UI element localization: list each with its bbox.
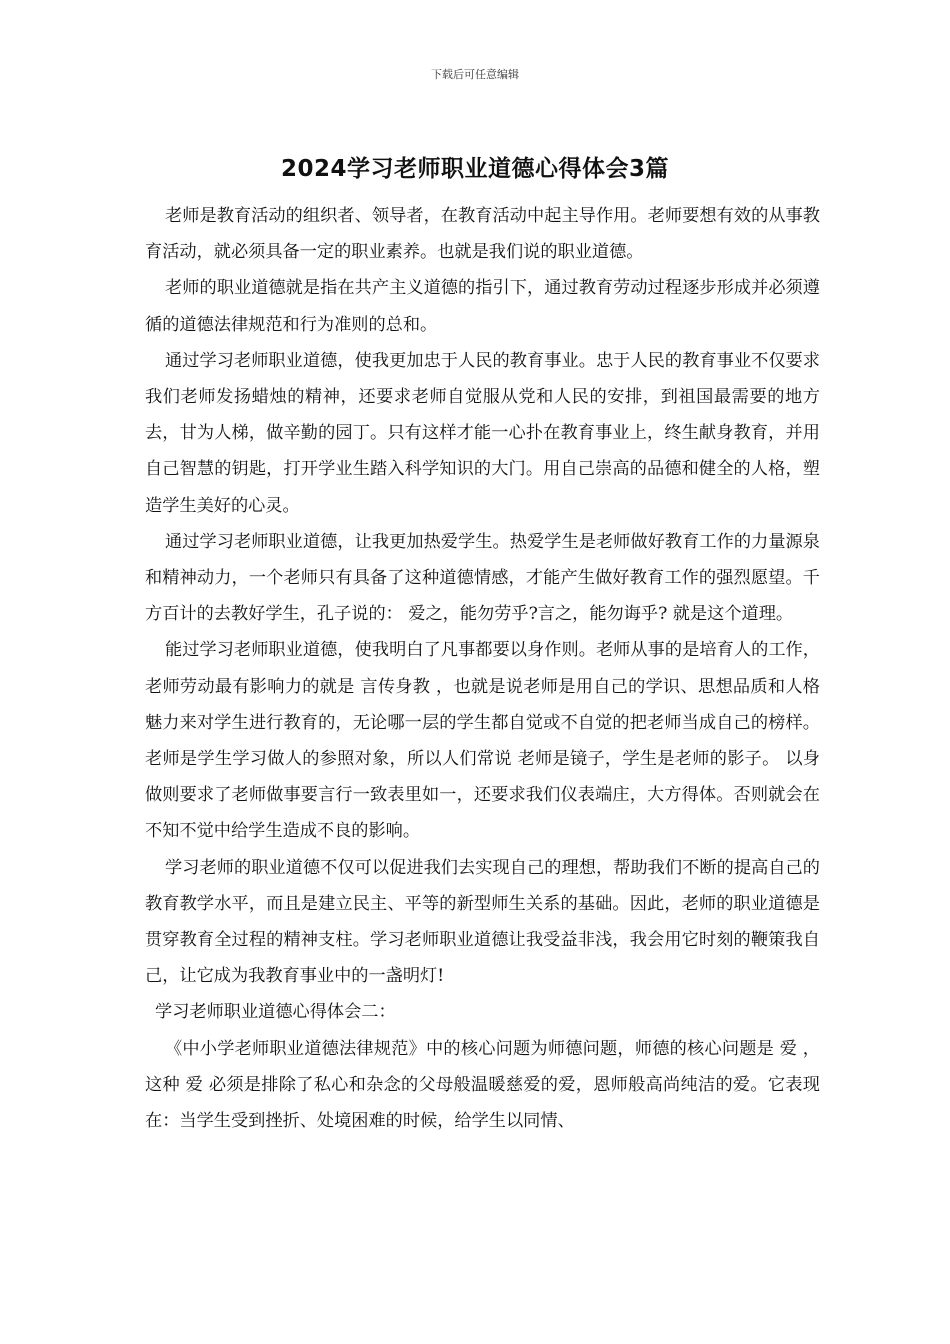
paragraph: 通过学习老师职业道德，让我更加热爱学生。热爱学生是老师做好教育工作的力量源泉和精神动力，一个老师只有具备了这种道德情感，才能产生做好教育工作的强烈愿望。千方百计的去教好学生，孔子说的： 爱之，能勿劳乎?言之，能勿诲乎? 就是这个道理。	[145, 531, 820, 625]
section-heading: 学习老师职业道德心得体会二：	[155, 1002, 396, 1023]
paragraph: 《中小学老师职业道德法律规范》中的核心问题为师德问题，师德的核心问题是 爱 ，这种 爱 必须是排除了私心和杂念的父母般温暖慈爱的爱，恩师般高尚纯洁的爱。它表现在：当学生受到挫折、处境困难的时候，给学生以同情、	[145, 1038, 820, 1132]
paragraph: 老师的职业道德就是指在共产主义道德的指引下，通过教育劳动过程逐步形成并必须遵循的道德法律规范和行为准则的总和。	[145, 278, 820, 335]
paragraph: 能过学习老师职业道德，使我明白了凡事都要以身作则。老师从事的是培育人的工作，老师劳动最有影响力的就是 言传身教 ，也就是说老师是用自己的学识、思想品质和人格魅力来对学生进行教育的，无论哪一层的学生都自觉或不自觉的把老师当成自己的榜样。老师是学生学习做人的参照对象，所以人们常说 老师是镜子，学生是老师的影子。 以身做则要求了老师做事要言行一致表里如一，还要求我们仪表端庄，大方得体。否则就会在不知不觉中给学生造成不良的影响。	[145, 640, 820, 842]
paragraph: 通过学习老师职业道德，使我更加忠于人民的教育事业。忠于人民的教育事业不仅要求我们老师发扬蜡烛的精神，还要求老师自觉服从党和人民的安排，到祖国最需要的地方去，甘为人梯，做辛勤的园丁。只有这样才能一心扑在教育事业上，终生献身教育，并用自己智慧的钥匙，打开学业生踏入科学知识的大门。用自己崇高的品德和健全的人格，塑造学生美好的心灵。	[145, 350, 820, 516]
document-title: 2024学习老师职业道德心得体会3篇	[280, 156, 670, 182]
paragraph: 老师是教育活动的组织者、领导者，在教育活动中起主导作用。老师要想有效的从事教育活动，就必须具备一定的职业素养。也就是我们说的职业道德。	[145, 206, 820, 263]
page-header: 下载后可任意编辑	[431, 68, 519, 81]
paragraph: 学习老师的职业道德不仅可以促进我们去实现自己的理想，帮助我们不断的提高自己的教育教学水平，而且是建立民主、平等的新型师生关系的基础。因此，老师的职业道德是贯穿教育全过程的精神支柱。学习老师职业道德让我受益非浅，我会用它时刻的鞭策我自己，让它成为我教育事业中的一盏明灯!	[145, 857, 820, 987]
document-body	[145, 198, 820, 1139]
